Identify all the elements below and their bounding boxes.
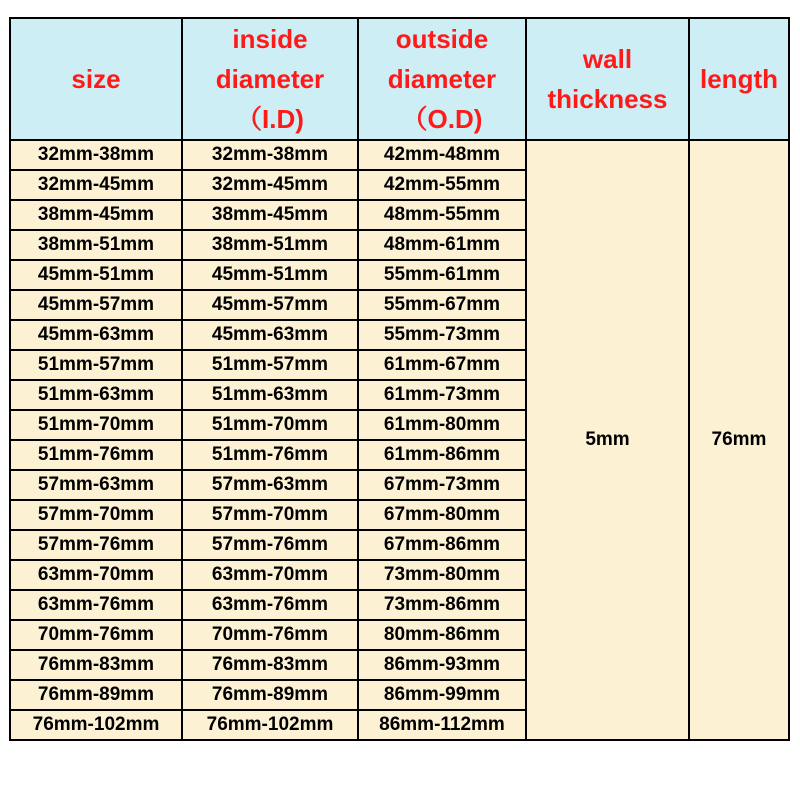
header-row [10,18,789,140]
inside-diameter-cell: 45mm-63mm [182,320,358,350]
header-size [10,18,182,140]
inside-diameter-cell: 45mm-57mm [182,290,358,320]
outside-diameter-cell: 61mm-67mm [358,350,526,380]
header-size-line: size [71,64,121,94]
outside-diameter-cell: 55mm-67mm [358,290,526,320]
header-wall-thickness [526,18,689,140]
inside-diameter-cell: 51mm-70mm [182,410,358,440]
length-cell: 76mm [689,140,789,740]
outside-diameter-cell: 86mm-93mm [358,650,526,680]
inside-diameter-cell: 63mm-70mm [182,560,358,590]
inside-diameter-cell: 38mm-45mm [182,200,358,230]
header-od-line-1: outside [395,24,489,54]
size-cell: 57mm-63mm [10,470,182,500]
header-inside-diameter [182,18,358,140]
inside-diameter-cell: 51mm-57mm [182,350,358,380]
size-cell: 57mm-76mm [10,530,182,560]
size-cell: 51mm-57mm [10,350,182,380]
outside-diameter-cell: 55mm-61mm [358,260,526,290]
size-cell: 57mm-70mm [10,500,182,530]
wall-thickness-cell: 5mm [526,140,689,740]
size-cell: 45mm-51mm [10,260,182,290]
size-cell: 45mm-57mm [10,290,182,320]
size-cell: 51mm-76mm [10,440,182,470]
header-outside-diameter [358,18,526,140]
outside-diameter-cell: 86mm-99mm [358,680,526,710]
header-id-line-3: （I.D) [236,104,304,134]
outside-diameter-cell: 61mm-80mm [358,410,526,440]
header-length-line: length [700,64,778,94]
outside-diameter-cell: 80mm-86mm [358,620,526,650]
outside-diameter-cell: 42mm-48mm [358,140,526,170]
size-cell: 76mm-83mm [10,650,182,680]
outside-diameter-cell: 55mm-73mm [358,320,526,350]
inside-diameter-cell: 76mm-83mm [182,650,358,680]
header-id-line-1: inside [232,24,308,54]
size-cell: 76mm-89mm [10,680,182,710]
outside-diameter-cell: 73mm-80mm [358,560,526,590]
header-id-line-2: diameter [215,64,325,94]
outside-diameter-cell: 61mm-73mm [358,380,526,410]
size-cell: 51mm-70mm [10,410,182,440]
size-cell: 51mm-63mm [10,380,182,410]
inside-diameter-cell: 76mm-89mm [182,680,358,710]
inside-diameter-cell: 32mm-38mm [182,140,358,170]
outside-diameter-cell: 48mm-55mm [358,200,526,230]
inside-diameter-cell: 63mm-76mm [182,590,358,620]
inside-diameter-cell: 57mm-63mm [182,470,358,500]
size-cell: 63mm-70mm [10,560,182,590]
inside-diameter-cell: 57mm-76mm [182,530,358,560]
inside-diameter-cell: 51mm-76mm [182,440,358,470]
inside-diameter-cell: 70mm-76mm [182,620,358,650]
size-cell: 32mm-45mm [10,170,182,200]
outside-diameter-cell: 61mm-86mm [358,440,526,470]
header-wall-line-1: wall [582,44,633,74]
size-cell: 76mm-102mm [10,710,182,740]
size-cell: 70mm-76mm [10,620,182,650]
table-row [10,140,789,170]
outside-diameter-cell: 67mm-86mm [358,530,526,560]
inside-diameter-cell: 38mm-51mm [182,230,358,260]
size-cell: 63mm-76mm [10,590,182,620]
outside-diameter-cell: 73mm-86mm [358,590,526,620]
outside-diameter-cell: 86mm-112mm [358,710,526,740]
header-od-line-3: （O.D) [401,104,483,134]
table-body [10,140,789,740]
outside-diameter-cell: 42mm-55mm [358,170,526,200]
size-cell: 38mm-51mm [10,230,182,260]
outside-diameter-cell: 67mm-80mm [358,500,526,530]
header-od-line-2: diameter [387,64,497,94]
inside-diameter-cell: 51mm-63mm [182,380,358,410]
header-wall-line-2: thickness [547,84,668,114]
size-cell: 38mm-45mm [10,200,182,230]
size-cell: 32mm-38mm [10,140,182,170]
size-cell: 45mm-63mm [10,320,182,350]
outside-diameter-cell: 67mm-73mm [358,470,526,500]
size-spec-table [9,17,790,741]
inside-diameter-cell: 76mm-102mm [182,710,358,740]
inside-diameter-cell: 57mm-70mm [182,500,358,530]
header-length [689,18,789,140]
outside-diameter-cell: 48mm-61mm [358,230,526,260]
inside-diameter-cell: 45mm-51mm [182,260,358,290]
inside-diameter-cell: 32mm-45mm [182,170,358,200]
spec-table-container [9,17,790,741]
